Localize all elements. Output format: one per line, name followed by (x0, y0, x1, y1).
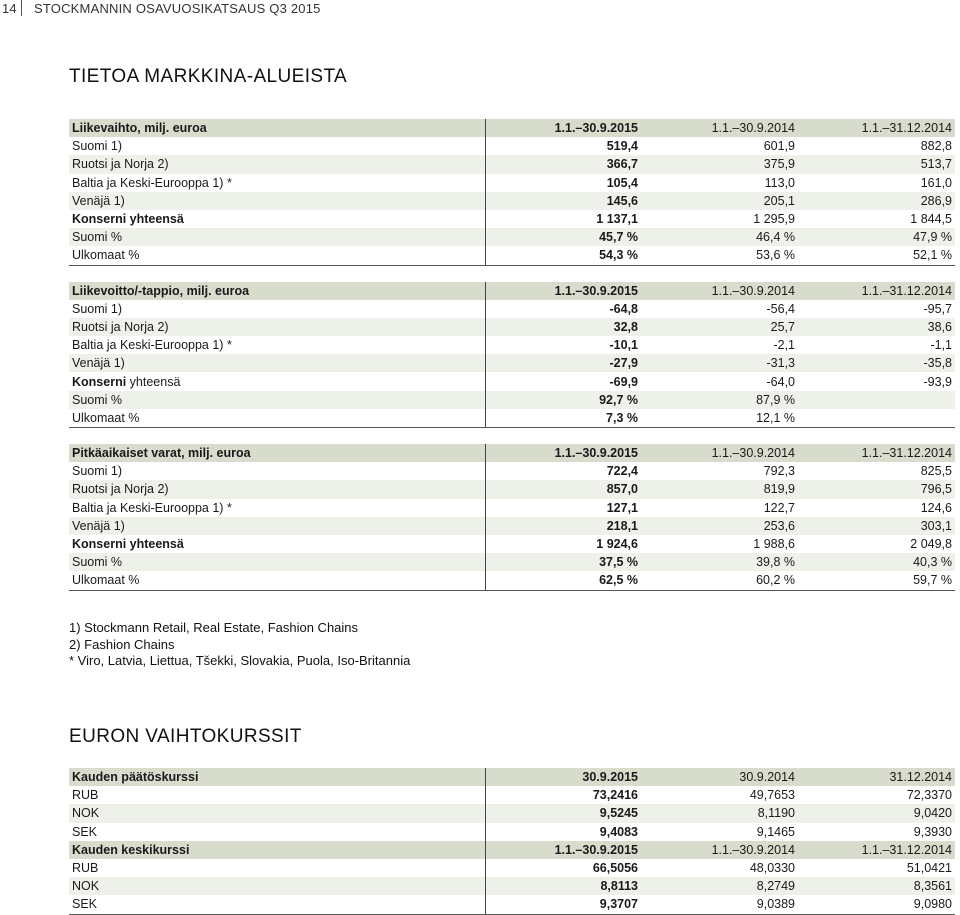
table-cell: 253,6 (641, 517, 798, 535)
table-row (69, 823, 955, 841)
footnote-1: 1) Stockmann Retail, Real Estate, Fashion Chains (69, 620, 359, 635)
table-cell: 601,9 (763, 139, 795, 154)
table-cell: 37,5 % (485, 553, 641, 571)
table-cell: 38,6 (798, 318, 955, 336)
table-cell (485, 265, 641, 282)
table-row (69, 571, 955, 590)
markkina-alueet-table (69, 119, 955, 591)
exchange-rate-table (69, 768, 955, 915)
report-title: STOCKMANNIN OSAVUOSIKATSAUS Q3 2015 (34, 1, 321, 16)
table-cell: 9,4083 (485, 823, 641, 841)
table-cell: 1 295,9 (753, 212, 795, 227)
table-cell: 722,4 (485, 462, 641, 480)
column-header: 1.1.–30.9.2015 (485, 444, 641, 462)
konserni-suffix: yhteensä (126, 374, 181, 389)
table-cell: 9,0980 (798, 895, 955, 914)
row-label: Ulkomaat % (69, 246, 485, 265)
table-row (69, 174, 955, 192)
row-label: Konserni yhteensä (72, 537, 184, 552)
row-label: Suomi % (69, 228, 485, 246)
column-header: 1.1.–30.9.2014 (641, 444, 798, 462)
column-header: 1.1.–30.9.2014 (641, 119, 798, 137)
table-cell: 218,1 (485, 517, 641, 535)
section-title-vaihtokurssit: EURON VAIHTOKURSSIT (69, 726, 302, 747)
table-row (69, 786, 955, 804)
column-header: 30.9.2014 (641, 768, 798, 786)
table-row (69, 499, 955, 517)
row-label: SEK (69, 895, 485, 914)
row-label: Baltia ja Keski-Eurooppa 1) * (72, 338, 232, 353)
row-label: Suomi % (69, 553, 485, 571)
table-cell: 9,3930 (913, 824, 952, 839)
table-cell: 1 844,5 (910, 212, 952, 227)
table-cell: 47,9 % (798, 228, 955, 246)
row-label: Suomi % (69, 391, 485, 409)
table-row (69, 391, 955, 409)
row-label: Suomi 1) (72, 301, 123, 316)
table-cell: -64,0 (766, 374, 795, 389)
header-divider (21, 0, 22, 16)
table-cell: 51,0421 (906, 861, 952, 876)
table-cell: -2,1 (773, 338, 795, 353)
footnote-2: 2) Fashion Chains (69, 636, 175, 652)
table-cell: 9,5245 (485, 804, 641, 822)
table-cell: 8,3561 (798, 877, 955, 895)
table-header-row (69, 444, 955, 462)
row-label: Venäjä 1) (69, 517, 485, 535)
table-cell: 60,2 % (641, 571, 798, 590)
table-cell: 796,5 (798, 480, 955, 498)
table-cell: 825,5 (920, 464, 952, 479)
row-label (69, 372, 485, 390)
table-cell: -56,4 (766, 301, 795, 316)
table-row (69, 553, 955, 571)
row-label: Ulkomaat % (69, 409, 485, 428)
table-row (69, 409, 955, 428)
table-heading: Pitkäaikaiset varat, milj. euroa (69, 444, 485, 462)
column-header: 1.1.–30.9.2014 (641, 282, 798, 300)
table-cell: -64,8 (485, 300, 641, 318)
column-header: 1.1.–30.9.2015 (485, 841, 641, 859)
column-header: 1.1.–30.9.2015 (485, 282, 641, 300)
table-cell: 9,0420 (798, 804, 955, 822)
row-label: Ruotsi ja Norja 2) (69, 480, 485, 498)
table-cell: 45,7 % (485, 228, 641, 246)
table-cell: 882,8 (920, 139, 952, 154)
table-cell (798, 391, 955, 409)
column-header: 1.1.–31.12.2014 (798, 119, 955, 137)
table-cell (798, 428, 955, 445)
table-cell (641, 265, 798, 282)
row-label: Suomi 1) (72, 464, 123, 479)
table-header-row (69, 282, 955, 300)
row-label: Baltia ja Keski-Eurooppa 1) * (72, 175, 232, 190)
table-cell: 145,6 (485, 192, 641, 210)
table-cell: -35,8 (798, 354, 955, 372)
table-cell: 2 049,8 (910, 537, 952, 552)
table-row (69, 462, 955, 480)
table-row (69, 228, 955, 246)
table-cell: 92,7 % (485, 391, 641, 409)
table-cell (485, 428, 641, 445)
table-cell: 59,7 % (798, 571, 955, 590)
table-cell: 1 988,6 (753, 537, 795, 552)
table-cell: 40,3 % (798, 553, 955, 571)
row-label: Suomi 1) (72, 139, 123, 154)
table-cell: 32,8 (485, 318, 641, 336)
table-cell: 54,3 % (485, 246, 641, 265)
column-header: 1.1.–31.12.2014 (798, 444, 955, 462)
row-label: Venäjä 1) (69, 354, 485, 372)
table-row (69, 895, 955, 914)
table-row (69, 354, 955, 372)
table-cell (798, 409, 955, 428)
page-number: 14 (2, 1, 17, 16)
column-header: 1.1.–30.9.2014 (641, 841, 798, 859)
table-cell: 375,9 (641, 155, 798, 173)
spacer-row (69, 265, 955, 282)
table-heading: Kauden päätöskurssi (69, 768, 485, 786)
footnote-3: * Viro, Latvia, Liettua, Tšekki, Slovakia, Puola, Iso-Britannia (69, 653, 411, 668)
table-row (69, 804, 955, 822)
table-cell: 161,0 (920, 175, 952, 190)
table-cell: -31,3 (641, 354, 798, 372)
table-cell: 9,3707 (485, 895, 641, 914)
table-heading: Kauden keskikurssi (69, 841, 485, 859)
table-heading: Liikevoitto/-tappio, milj. euroa (69, 282, 485, 300)
table-cell: 73,2416 (485, 786, 641, 804)
table-cell: 9,0389 (641, 895, 798, 914)
table-cell: 1 137,1 (485, 210, 641, 228)
table-cell: -10,1 (485, 336, 641, 354)
table-cell: 46,4 % (641, 228, 798, 246)
table-cell (798, 265, 955, 282)
table-row (69, 336, 955, 354)
table-row (69, 246, 955, 265)
column-header: 1.1.–31.12.2014 (798, 282, 955, 300)
table-cell: 8,1190 (641, 804, 798, 822)
table-cell: -69,9 (485, 372, 641, 390)
table-cell: 48,0330 (749, 861, 795, 876)
table-header-row (69, 768, 955, 786)
table-cell: 303,1 (798, 517, 955, 535)
row-label: NOK (69, 877, 485, 895)
table-row (69, 372, 955, 390)
table-row (69, 300, 955, 318)
row-label: Baltia ja Keski-Eurooppa 1) * (72, 500, 232, 515)
row-label: Ruotsi ja Norja 2) (69, 318, 485, 336)
section-title-markkina-alueet: TIETOA MARKKINA-ALUEISTA (69, 66, 348, 87)
table-cell: 124,6 (920, 500, 952, 515)
table-row (69, 318, 955, 336)
table-row (69, 480, 955, 498)
table-row (69, 517, 955, 535)
column-header: 1.1.–31.12.2014 (798, 841, 955, 859)
table-cell: 62,5 % (485, 571, 641, 590)
table-cell: 519,4 (485, 137, 641, 155)
table-cell: 205,1 (641, 192, 798, 210)
table-row (69, 877, 955, 895)
table-cell: 127,1 (485, 499, 641, 517)
table-cell: -93,9 (923, 374, 952, 389)
table-cell: 7,3 % (485, 409, 641, 428)
table-row (69, 137, 955, 155)
table-cell: 52,1 % (798, 246, 955, 265)
table-cell: 53,6 % (641, 246, 798, 265)
table-cell: 66,5056 (485, 859, 641, 877)
table-cell: 113,0 (764, 175, 795, 190)
row-label: RUB (72, 861, 99, 876)
table-heading: Liikevaihto, milj. euroa (69, 119, 485, 137)
column-header: 1.1.–30.9.2015 (485, 119, 641, 137)
table-cell: 286,9 (798, 192, 955, 210)
row-label: Ulkomaat % (69, 571, 485, 590)
table-cell: 39,8 % (641, 553, 798, 571)
table-header-row (69, 841, 955, 859)
table-cell: 513,7 (798, 155, 955, 173)
table-header-row (69, 119, 955, 137)
table-cell (641, 428, 798, 445)
table-row (69, 155, 955, 173)
table-cell: 1 924,6 (485, 535, 641, 553)
table-cell: 8,8113 (485, 877, 641, 895)
table-cell: 87,9 % (641, 391, 798, 409)
row-label: NOK (69, 804, 485, 822)
table-cell: 366,7 (485, 155, 641, 173)
table-cell: 105,4 (485, 174, 641, 192)
table-cell: 8,2749 (641, 877, 798, 895)
row-label: Ruotsi ja Norja 2) (69, 155, 485, 173)
table-cell: 72,3370 (906, 788, 952, 803)
table-cell: -95,7 (923, 301, 952, 316)
table-cell: 122,7 (763, 500, 795, 515)
table-cell: 792,3 (763, 464, 795, 479)
table-cell: 49,7653 (749, 788, 795, 803)
row-label (69, 428, 485, 445)
spacer-row (69, 428, 955, 445)
row-label (69, 265, 485, 282)
table-cell: -1,1 (930, 338, 952, 353)
table-row (69, 210, 955, 228)
row-label: Venäjä 1) (69, 192, 485, 210)
table-row (69, 859, 955, 877)
table-row (69, 535, 955, 553)
konserni-label: Konserni (72, 374, 127, 389)
table-cell: 9,1465 (756, 824, 795, 839)
footnotes (69, 620, 410, 670)
table-cell: 25,7 (641, 318, 798, 336)
table-row (69, 192, 955, 210)
row-label: RUB (72, 788, 99, 803)
table-cell: 819,9 (641, 480, 798, 498)
table-cell: 857,0 (485, 480, 641, 498)
row-label: SEK (72, 824, 98, 839)
row-label: Konserni yhteensä (72, 212, 184, 227)
column-header: 31.12.2014 (798, 768, 955, 786)
table-cell: 12,1 % (641, 409, 798, 428)
column-header: 30.9.2015 (485, 768, 641, 786)
table-cell: -27,9 (485, 354, 641, 372)
